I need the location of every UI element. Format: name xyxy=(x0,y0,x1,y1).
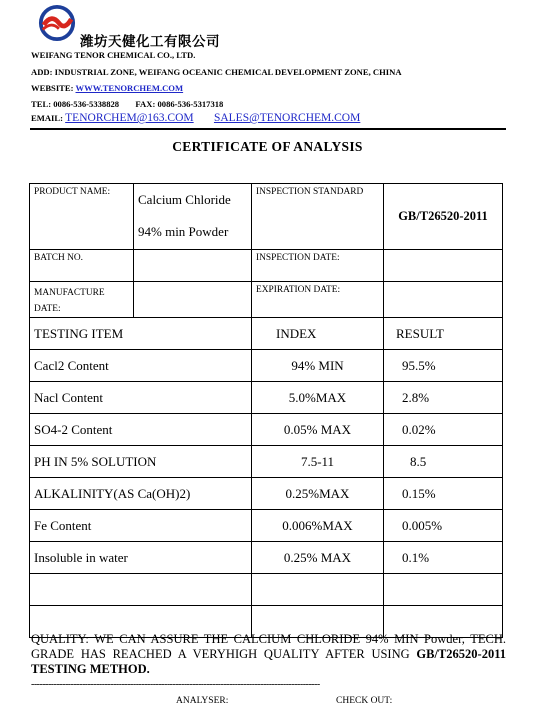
company-website: WEBSITE: WWW.TENORCHEM.COM xyxy=(31,83,184,93)
product-name-label: PRODUCT NAME: xyxy=(30,184,134,250)
result-cell: 0.1% xyxy=(384,542,503,574)
index-cell: 5.0%MAX xyxy=(252,382,384,414)
testing-item-cell xyxy=(30,574,252,606)
testing-item-cell: Nacl Content xyxy=(30,382,252,414)
expiration-date-value xyxy=(384,282,503,318)
header-testing-item: TESTING ITEM xyxy=(30,318,252,350)
inspection-standard-label: INSPECTION STANDARD xyxy=(252,184,384,250)
website-link[interactable]: WWW.TENORCHEM.COM xyxy=(75,83,184,93)
batch-row xyxy=(30,250,503,282)
table-row xyxy=(30,478,503,510)
index-cell: 0.25%MAX xyxy=(252,478,384,510)
table-row xyxy=(30,542,503,574)
index-cell: 7.5-11 xyxy=(252,446,384,478)
index-cell xyxy=(252,574,384,606)
result-cell: 0.005% xyxy=(384,510,503,542)
header-index: INDEX xyxy=(252,318,384,350)
dates-row xyxy=(30,282,503,318)
email-link-1[interactable]: TENORCHEM@163.COM xyxy=(65,112,194,124)
batch-no-label: BATCH NO. xyxy=(30,250,134,282)
batch-no-value xyxy=(134,250,252,282)
index-cell: 94% MIN xyxy=(252,350,384,382)
testing-item-cell: PH IN 5% SOLUTION xyxy=(30,446,252,478)
result-cell xyxy=(384,574,503,606)
result-cell: 2.8% xyxy=(384,382,503,414)
quality-statement: QUALITY: WE CAN ASSURE THE CALCIUM CHLORIDE 94% MIN Powder, TECH. GRADE HAS REACHED A VERYHIGH QUALITY AFTER USING GB/T26520-2011 TESTING METHOD. xyxy=(31,632,507,676)
company-name-english: WEIFANG TENOR CHEMICAL CO., LTD. xyxy=(31,50,196,60)
index-cell: 0.006%MAX xyxy=(252,510,384,542)
company-address: ADD: INDUSTRIAL ZONE, WEIFANG OCEANIC CHEMICAL DEVELOPMENT ZONE, CHINA xyxy=(31,67,402,77)
results-header-row xyxy=(30,318,503,350)
table-row xyxy=(30,350,503,382)
index-cell: 0.25% MAX xyxy=(252,542,384,574)
table-row xyxy=(30,510,503,542)
analysis-table xyxy=(29,183,503,638)
manufacture-date-value xyxy=(134,282,252,318)
testing-item-cell: Insoluble in water xyxy=(30,542,252,574)
product-name-value: Calcium Chloride 94% min Powder xyxy=(134,184,252,250)
header-result: RESULT xyxy=(384,318,503,350)
header-divider xyxy=(30,128,506,130)
inspection-date-label: INSPECTION DATE: xyxy=(252,250,384,282)
table-row xyxy=(30,446,503,478)
document-title: CERTIFICATE OF ANALYSIS xyxy=(172,139,363,154)
result-cell: 0.02% xyxy=(384,414,503,446)
index-cell: 0.05% MAX xyxy=(252,414,384,446)
company-logo xyxy=(38,4,76,42)
testing-item-cell: Cacl2 Content xyxy=(30,350,252,382)
expiration-date-label: EXPIRATION DATE: xyxy=(252,282,384,318)
testing-item-cell: ALKALINITY(AS Ca(OH)2) xyxy=(30,478,252,510)
table-row xyxy=(30,382,503,414)
inspection-standard-value: GB/T26520-2011 xyxy=(384,184,503,250)
manufacture-date-label: MANUFACTURE DATE: xyxy=(30,282,134,318)
company-name-chinese: 潍坊天健化工有限公司 xyxy=(80,34,220,50)
result-cell: 95.5% xyxy=(384,350,503,382)
check-out-label: CHECK OUT: xyxy=(336,696,393,706)
result-cell: 0.15% xyxy=(384,478,503,510)
signature-divider: ------------------------------------------------------------------------------------------------------ xyxy=(31,679,320,690)
company-email: EMAIL: TENORCHEM@163.COM SALES@TENORCHEM.COM xyxy=(31,112,361,124)
result-cell: 8.5 xyxy=(384,446,503,478)
testing-item-cell: Fe Content xyxy=(30,510,252,542)
email-link-2[interactable]: SALES@TENORCHEM.COM xyxy=(213,112,361,124)
table-row xyxy=(30,414,503,446)
testing-item-cell: SO4-2 Content xyxy=(30,414,252,446)
product-row xyxy=(30,184,503,250)
company-phone-fax: TEL: 0086-536-5338828 FAX: 0086-536-5317318 xyxy=(31,99,224,109)
table-row xyxy=(30,574,503,606)
inspection-date-value xyxy=(384,250,503,282)
analyser-label: ANALYSER: xyxy=(176,696,229,706)
